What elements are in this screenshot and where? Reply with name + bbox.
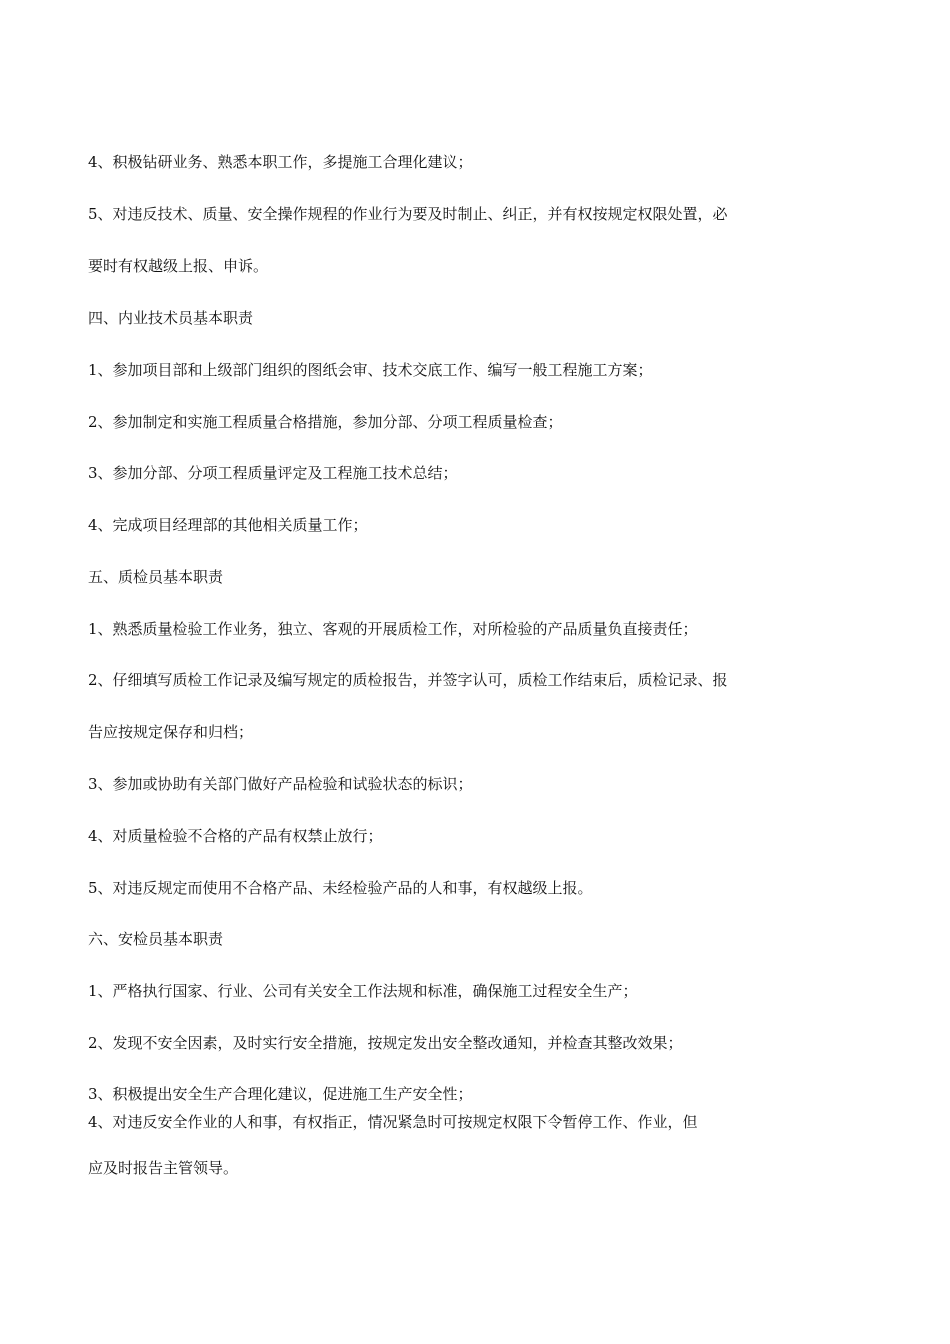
text-line: 4、对质量检验不合格的产品有权禁止放行； [88, 827, 383, 845]
text-line: 2、参加制定和实施工程质量合格措施，参加分部、分项工程质量检查； [88, 413, 563, 431]
text-line: 4、完成项目经理部的其他相关质量工作； [88, 516, 368, 534]
text-line: 告应按规定保存和归档； [88, 723, 254, 741]
text-line: 3、积极提出安全生产合理化建议，促进施工生产安全性； [88, 1085, 473, 1103]
text-line: 4、对违反安全作业的人和事，有权指正，情况紧急时可按规定权限下令暂停工作、作业，但 [88, 1113, 698, 1131]
text-line: 3、参加或协助有关部门做好产品检验和试验状态的标识； [88, 775, 473, 793]
text-line: 5、对违反规定而使用不合格产品、未经检验产品的人和事，有权越级上报。 [88, 879, 593, 897]
text-line: 应及时报告主管领导。 [88, 1159, 239, 1177]
text-line: 1、参加项目部和上级部门组织的图纸会审、技术交底工作、编写一般工程施工方案； [88, 361, 653, 379]
text-line: 1、熟悉质量检验工作业务，独立、客观的开展质检工作，对所检验的产品质量负直接责任； [88, 620, 698, 638]
section-heading: 五、质检员基本职责 [88, 568, 224, 586]
text-line: 1、严格执行国家、行业、公司有关安全工作法规和标准，确保施工过程安全生产； [88, 982, 638, 1000]
text-line: 3、参加分部、分项工程质量评定及工程施工技术总结； [88, 464, 458, 482]
text-line: 4、积极钻研业务、熟悉本职工作，多提施工合理化建议； [88, 153, 473, 171]
text-line: 5、对违反技术、质量、安全操作规程的作业行为要及时制止、纠正，并有权按规定权限处置，必 [88, 205, 728, 223]
text-line: 2、发现不安全因素，及时实行安全措施，按规定发出安全整改通知，并检查其整改效果； [88, 1034, 683, 1052]
text-line: 2、仔细填写质检工作记录及编写规定的质检报告，并签字认可，质检工作结束后，质检记录、报 [88, 671, 728, 689]
section-heading: 六、安检员基本职责 [88, 930, 224, 948]
section-heading: 四、内业技术员基本职责 [88, 309, 254, 327]
text-line: 要时有权越级上报、申诉。 [88, 257, 269, 275]
